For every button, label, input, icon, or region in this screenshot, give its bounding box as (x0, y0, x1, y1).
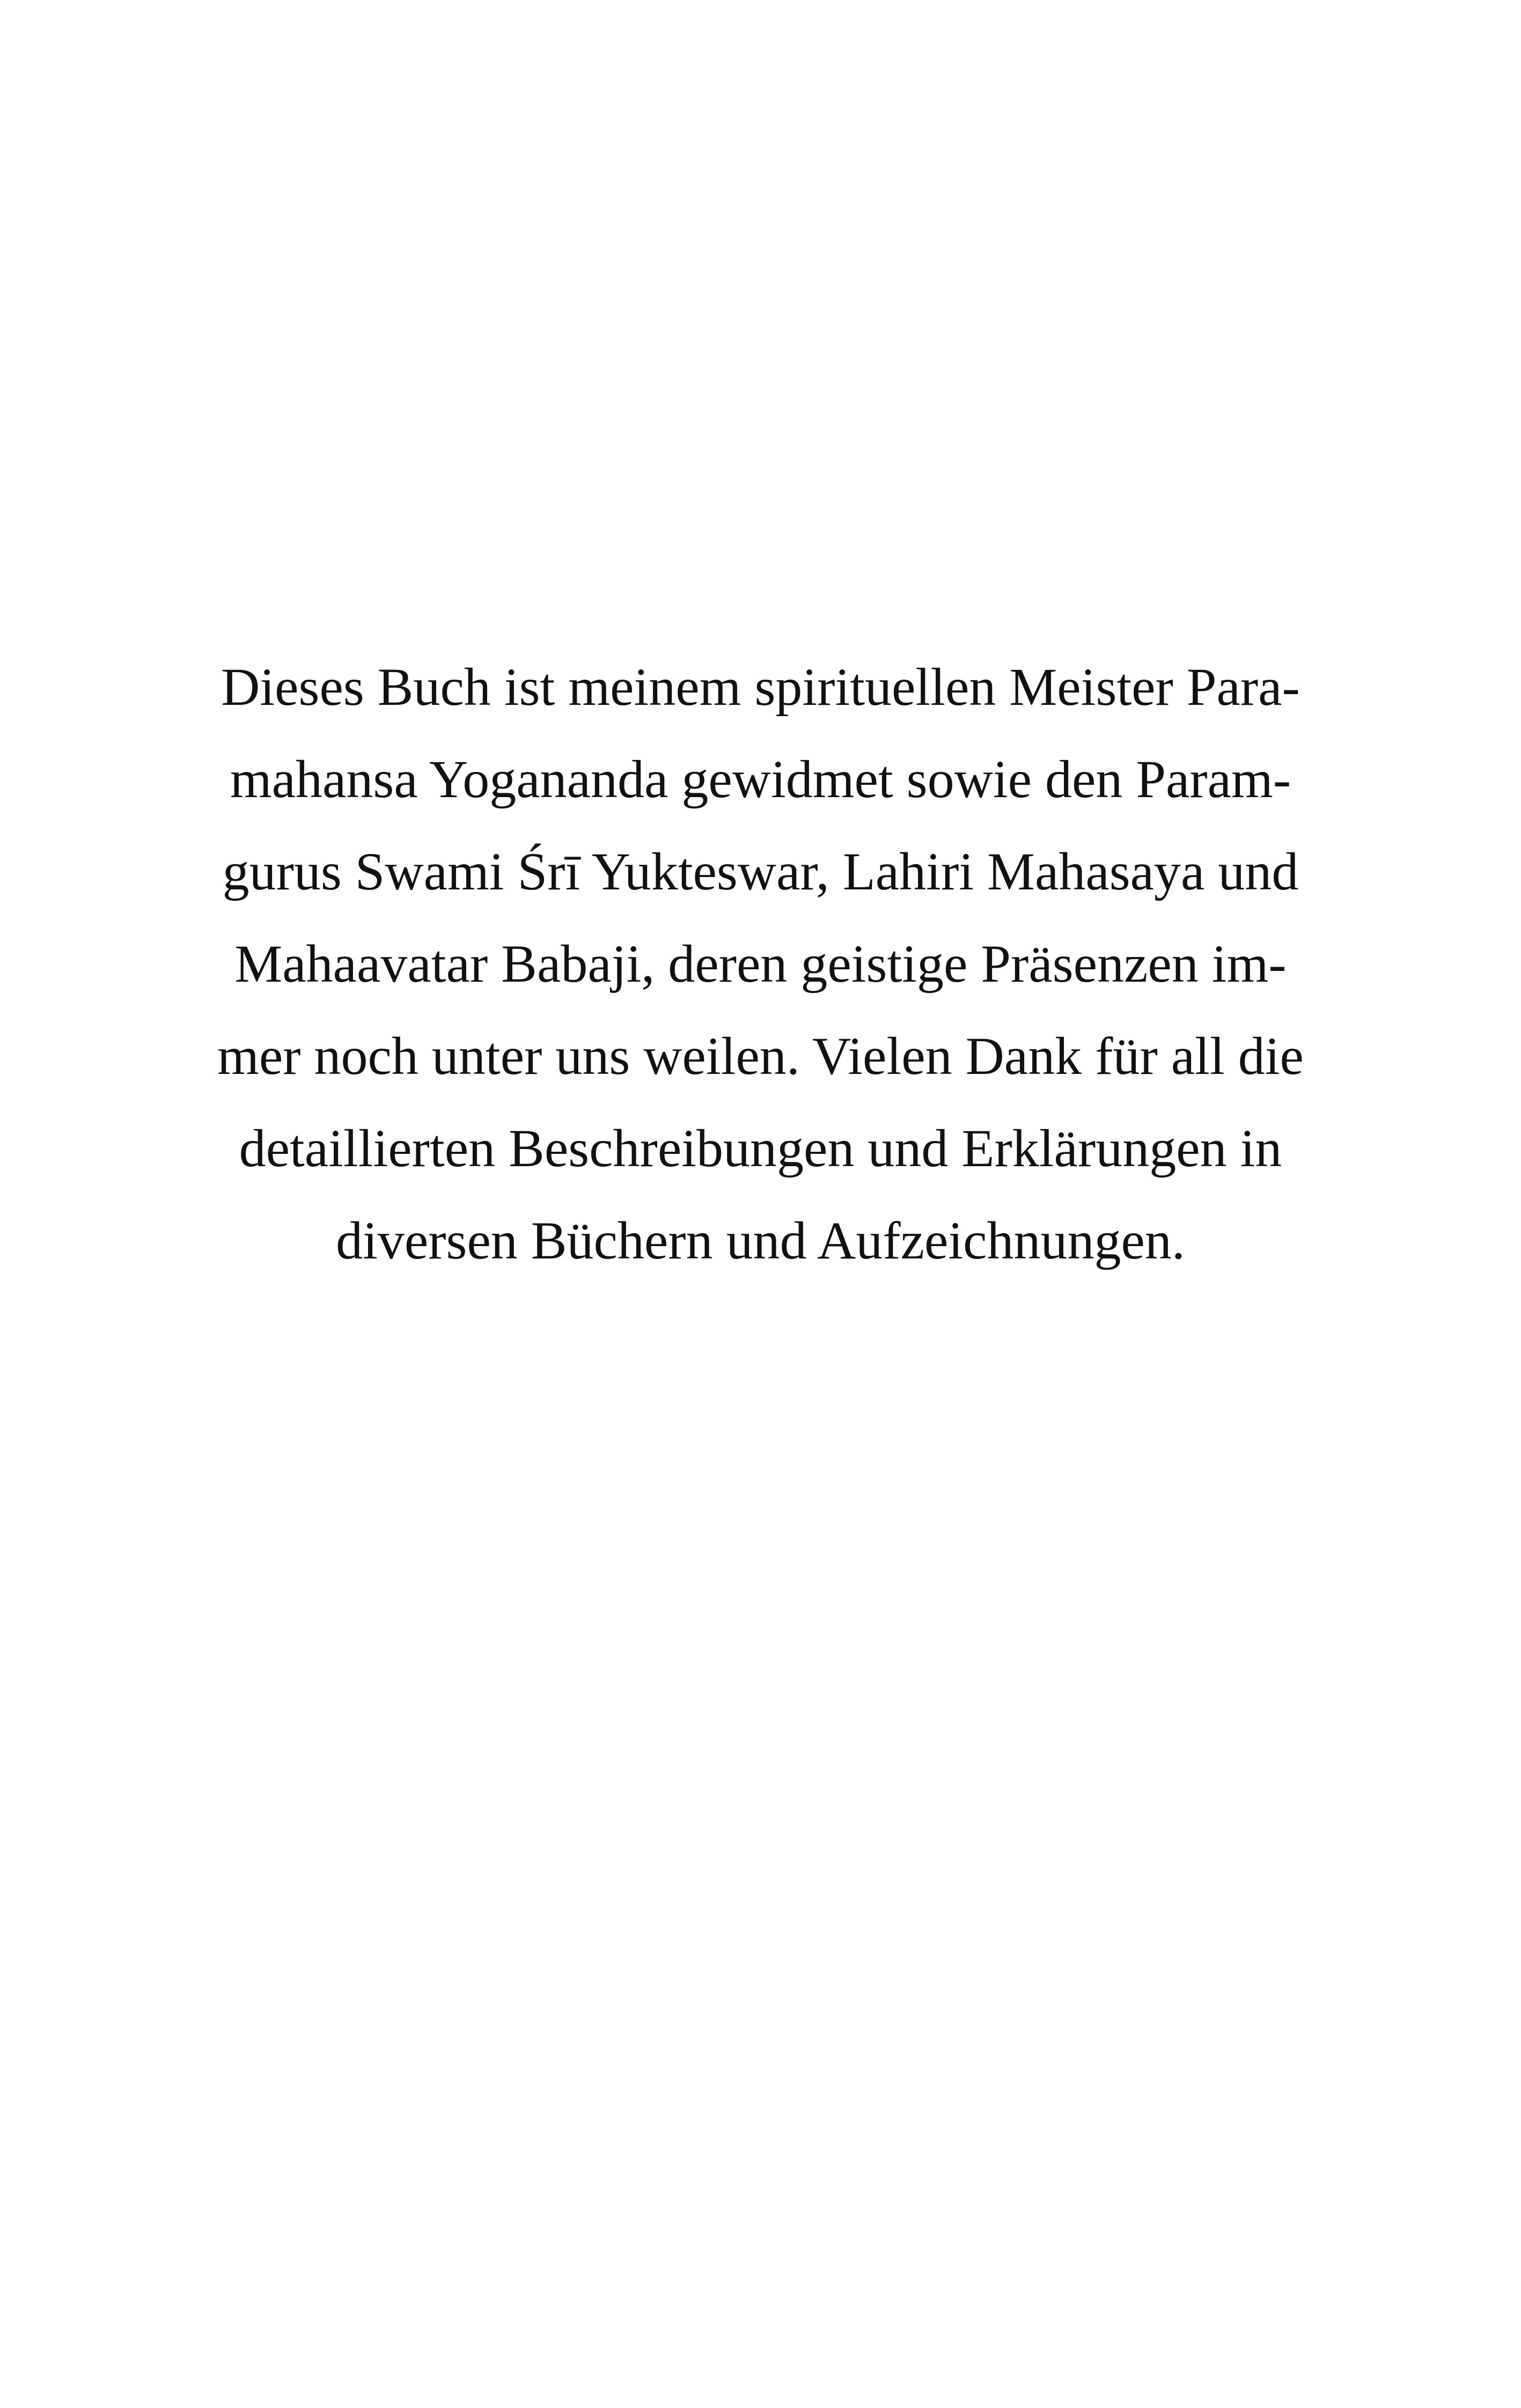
dedication-line: mahansa Yogananda gewidmet sowie den Param- (230, 749, 1291, 809)
dedication-line: Mahaavatar Babaji, deren geistige Präsenzen im- (234, 934, 1287, 993)
dedication-line: diversen Büchern und Aufzeichnungen. (336, 1211, 1185, 1270)
dedication-line: Dieses Buch ist meinem spirituellen Meister Para- (221, 657, 1300, 717)
dedication-line: mer noch unter uns weilen. Vielen Dank für all die (217, 1026, 1304, 1086)
dedication-text (161, 641, 1360, 1287)
dedication-line: detaillierten Beschreibungen und Erklärungen in (239, 1118, 1282, 1178)
dedication-line: gurus Swami Śrī Yukteswar, Lahiri Mahasaya und (222, 842, 1299, 901)
